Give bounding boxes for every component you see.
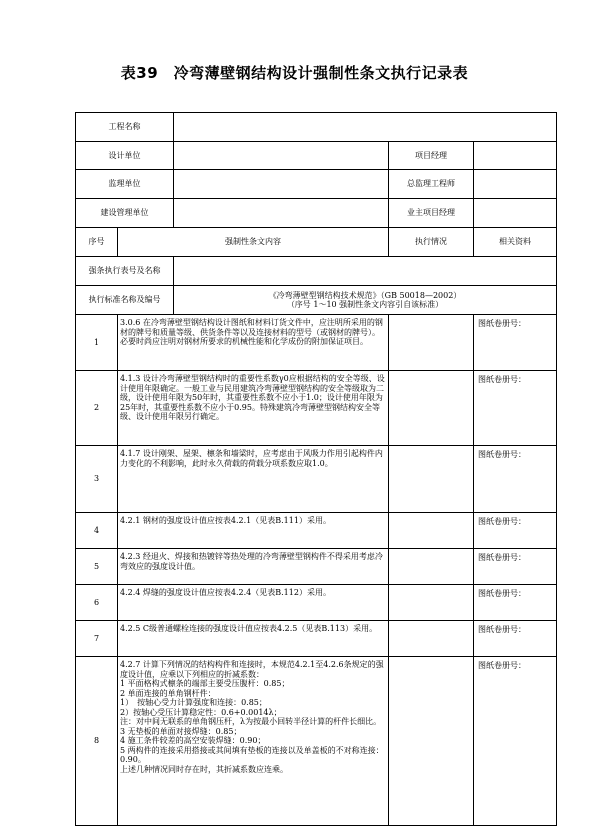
table-no-label: 强条执行表号及名称 (76, 257, 174, 286)
row-status[interactable] (389, 446, 474, 513)
row-ref: 图纸卷册号： (474, 549, 557, 585)
row-status[interactable] (389, 621, 474, 657)
row-content-line: 注：对中间无联系的单角钢压杆，λ为按最小回转半径计算的杆件长细比。 (120, 717, 382, 726)
row-seq: 5 (76, 549, 118, 585)
construction-mgmt-unit-value[interactable] (174, 199, 389, 228)
table-row (76, 621, 557, 657)
row-seq: 6 (76, 585, 118, 621)
row-seq: 3 (76, 446, 118, 513)
row-status[interactable] (389, 315, 474, 371)
row-content: 4.2.3 经退火、焊接和热镀锌等热处理的冷弯薄壁型钢构件不得采用考虑冷弯效应的强度设计值。 (118, 549, 389, 585)
row-content-line: 4 施工条件较差的高空安装焊缝：0.90； (120, 736, 266, 745)
design-unit-value[interactable] (174, 142, 389, 170)
chief-supervisor-value[interactable] (474, 170, 557, 199)
standard-label: 执行标准名称及编号 (76, 286, 174, 315)
col-header-seq: 序号 (76, 228, 118, 257)
row-ref: 图纸卷册号： (474, 513, 557, 549)
row-seq: 7 (76, 621, 118, 657)
project-manager-label: 项目经理 (389, 142, 474, 170)
table-no-value[interactable] (174, 257, 557, 286)
table-row (76, 657, 557, 826)
row-content: 4.1.3 设计冷弯薄壁型钢结构时的重要性系数γ0应根据结构的安全等级、设计使用年限确定。一般工业与民用建筑冷弯薄壁型钢结构的安全等级取为二级，设计使用年限为50年时，其重要性系数不应小于1.0；设计使用年限为25年时，其重要性系数不应小于0.95。特殊建筑冷弯薄壁型钢结构安全等级、设计使用年限另行确定。 (118, 371, 389, 446)
row-content-line: 上述几种情况同时存在时，其折减系数应连乘。 (120, 764, 288, 774)
page-title: 表39 冷弯薄壁钢结构设计强制性条文执行记录表 (120, 64, 469, 82)
supervision-unit-label: 监理单位 (76, 170, 174, 199)
table-row (76, 446, 557, 513)
construction-mgmt-unit-label: 建设管理单位 (76, 199, 174, 228)
owner-manager-label: 业主项目经理 (389, 199, 474, 228)
table-row (76, 585, 557, 621)
row-status[interactable] (389, 371, 474, 446)
row-content: 4.1.7 设计刚架、屋架、檩条和墙梁时，应考虑由于风吸力作用引起构件内力变化的不利影响，此时永久荷载的荷载分项系数应取1.0。 (118, 446, 389, 513)
row-seq: 1 (76, 315, 118, 371)
row-seq: 8 (76, 657, 118, 826)
row-status[interactable] (389, 585, 474, 621)
row-status[interactable] (389, 549, 474, 585)
table-row (76, 513, 557, 549)
row-content-line: 5 两构件的连接采用搭接或其间填有垫板的连接以及单盖板的不对称连接：0.90。 (120, 745, 384, 764)
project-manager-value[interactable] (474, 142, 557, 170)
row-seq: 4 (76, 513, 118, 549)
table-row (76, 371, 557, 446)
row-ref: 图纸卷册号： (474, 585, 557, 621)
row-status[interactable] (389, 657, 474, 826)
standard-value (174, 286, 557, 315)
row-content-line: 2 单面连接的单角钢杆件： (120, 688, 216, 698)
row-content (118, 657, 389, 826)
standard-value-line1: 《冷弯薄壁型钢结构技术规范》（GB 50018—2002） (268, 290, 462, 300)
standard-value-line2: （序号 1～10 强制性条文内容引自该标准） (286, 300, 444, 309)
row-content: 4.2.4 焊缝的强度设计值应按表4.2.4（见表B.112）采用。 (118, 585, 389, 621)
row-ref: 图纸卷册号： (474, 315, 557, 371)
col-header-content: 强制性条文内容 (118, 228, 389, 257)
col-header-docs: 相关资料 (474, 228, 557, 257)
row-ref: 图纸卷册号： (474, 446, 557, 513)
supervision-unit-value[interactable] (174, 170, 389, 199)
owner-manager-value[interactable] (474, 199, 557, 228)
row-content-line: 4.2.7 计算下列情况的结构构件和连接时，本规范4.2.1至4.2.6条规定的强度设计值，应乘以下列相应的折减系数： (120, 660, 384, 679)
row-content: 3.0.6 在冷弯薄壁型钢结构设计图纸和材料订货文件中，应注明所采用的钢材的牌号和质量等级、供货条件等以及连接材料的型号（或钢材的牌号）。必要时尚应注明对钢材所要求的机械性能和化学成份的附加保证项目。 (118, 315, 389, 371)
row-seq: 2 (76, 371, 118, 446)
row-ref: 图纸卷册号： (474, 371, 557, 446)
row-content: 4.2.1 钢材的强度设计值应按表4.2.1（见表B.111）采用。 (118, 513, 389, 549)
row-ref: 图纸卷册号： (474, 621, 557, 657)
design-unit-label: 设计单位 (76, 142, 174, 170)
col-header-status: 执行情况 (389, 228, 474, 257)
row-content-line: 2）按轴心受压计算稳定性：0.6+0.0014λ； (120, 707, 282, 717)
row-ref: 图纸卷册号： (474, 657, 557, 826)
project-name-label: 工程名称 (76, 113, 174, 142)
project-name-value[interactable] (174, 113, 557, 142)
table-row (76, 549, 557, 585)
record-table (75, 112, 557, 826)
row-content-line: 1） 按轴心受力计算强度和连接：0.85； (120, 698, 267, 707)
row-content-line: 1 平面格构式檩条的端部主要受压腹杆：0.85； (120, 679, 290, 688)
chief-supervisor-label: 总监理工程师 (389, 170, 474, 199)
table-row (76, 315, 557, 371)
row-content: 4.2.5 C级普通螺栓连接的强度设计值应按表4.2.5（见表B.113）采用。 (118, 621, 389, 657)
row-status[interactable] (389, 513, 474, 549)
row-content-line: 3 无垫板的单面对接焊缝：0.85； (120, 726, 242, 736)
